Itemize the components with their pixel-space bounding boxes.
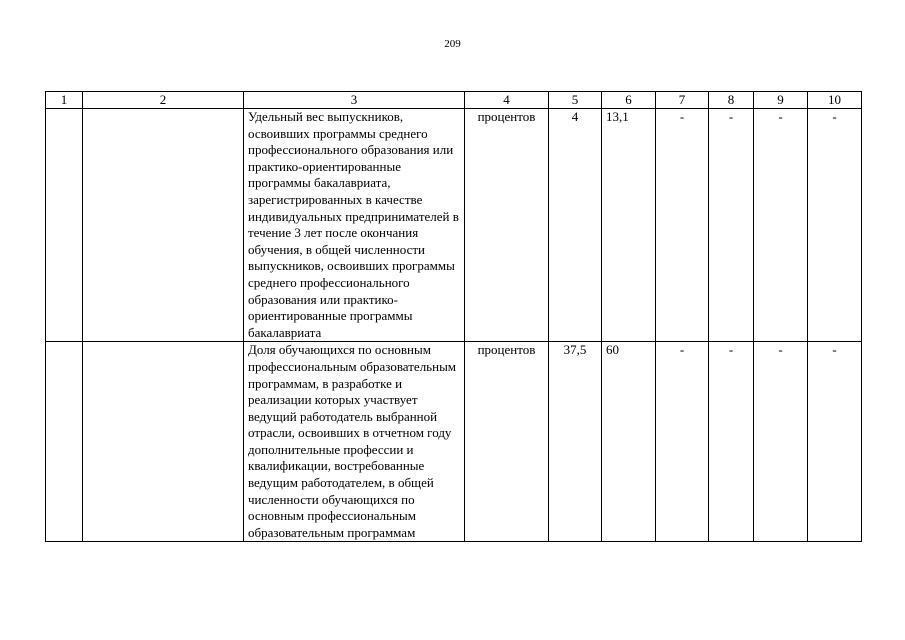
value-cell-7: - <box>656 342 709 542</box>
value-cell-5: 37,5 <box>549 342 602 542</box>
column-header-4: 4 <box>465 92 549 109</box>
row-number-cell <box>46 342 83 542</box>
indicator-cell: Удельный вес выпускников, освоивших программы среднего профессионального образования или практико-ориентированные программы бакалавриата, зарегистрированных в качестве индивидуальных предпринимателей в течение 3 лет после окончания обучения, в общей численности выпускников, освоивших программы среднего профессионального образования или практико-ориентированные программы бакалавриата <box>244 109 465 342</box>
value-cell-9: - <box>754 109 808 342</box>
value-cell-8: - <box>709 342 754 542</box>
page-number: 209 <box>444 38 461 50</box>
column-header-9: 9 <box>754 92 808 109</box>
value-cell-10: - <box>808 109 862 342</box>
row-number-cell <box>46 109 83 342</box>
value-cell-7: - <box>656 109 709 342</box>
table-row <box>46 109 862 342</box>
table-row <box>46 342 862 542</box>
value-cell-9: - <box>754 342 808 542</box>
indicators-table <box>45 91 862 542</box>
column-header-7: 7 <box>656 92 709 109</box>
target-name-cell <box>83 109 244 342</box>
value-cell-6: 60 <box>602 342 656 542</box>
value-cell-8: - <box>709 109 754 342</box>
value-cell-10: - <box>808 342 862 542</box>
indicator-cell: Доля обучающихся по основным профессиональным образовательным программам, в разработке и реализации которых участвует ведущий работодатель выбранной отрасли, освоивших в отчетном году дополнительные профессии и квалификации, востребованные ведущим работодателем, в общей численности обучающихся по основным профессиональным образовательным программам <box>244 342 465 542</box>
unit-cell: процентов <box>465 342 549 542</box>
value-cell-6: 13,1 <box>602 109 656 342</box>
unit-cell: процентов <box>465 109 549 342</box>
target-name-cell <box>83 342 244 542</box>
value-cell-5: 4 <box>549 109 602 342</box>
column-header-2: 2 <box>83 92 244 109</box>
column-header-6: 6 <box>602 92 656 109</box>
column-header-3: 3 <box>244 92 465 109</box>
column-header-8: 8 <box>709 92 754 109</box>
header-row <box>46 92 862 109</box>
column-header-1: 1 <box>46 92 83 109</box>
column-header-5: 5 <box>549 92 602 109</box>
column-header-10: 10 <box>808 92 862 109</box>
